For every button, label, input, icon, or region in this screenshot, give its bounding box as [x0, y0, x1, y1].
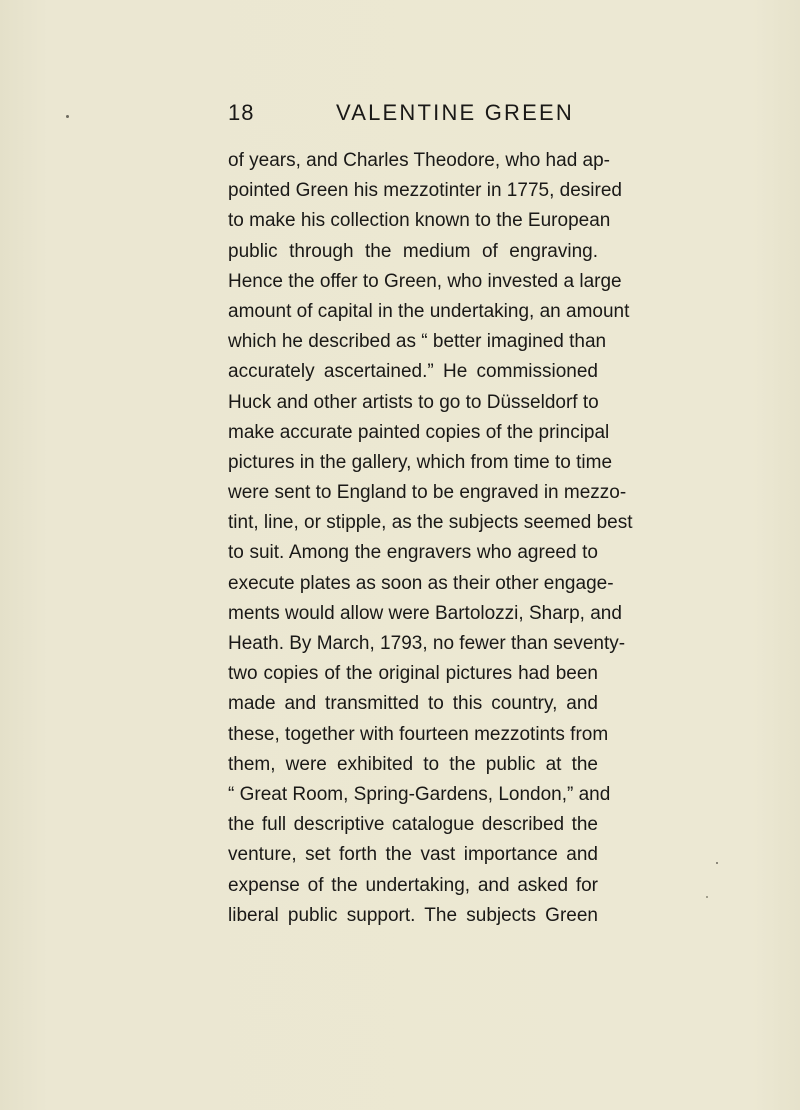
text-line: amount of capital in the undertaking, an amount — [228, 300, 630, 322]
page-header — [228, 100, 598, 134]
text-line: liberal public support. The subjects Green — [228, 904, 598, 926]
text-line: accurately ascertained.” He commissioned — [228, 361, 598, 383]
running-title: VALENTINE GREEN — [336, 100, 574, 125]
text-line: which he described as “ better imagined than — [228, 331, 607, 353]
text-line: “ Great Room, Spring-Gardens, London,” and — [228, 783, 611, 805]
text-line: two copies of the original pictures had been — [228, 663, 598, 685]
text-line: Hence the offer to Green, who invested a large — [228, 270, 622, 292]
paper-speck — [716, 862, 718, 864]
text-line: pointed Green his mezzotinter in 1775, desired — [228, 180, 622, 202]
text-line: the full descriptive catalogue described the — [228, 814, 598, 836]
page-number: 18 — [228, 100, 255, 125]
text-line: of years, and Charles Theodore, who had ap- — [228, 150, 610, 171]
text-line: these, together with fourteen mezzotints from — [228, 723, 609, 745]
text-line: tint, line, or stipple, as the subjects seemed best — [228, 512, 633, 534]
text-line: made and transmitted to this country, and — [228, 693, 598, 715]
text-line: ments would allow were Bartolozzi, Sharp, and — [228, 602, 622, 624]
paper-speck — [706, 896, 708, 898]
text-line: expense of the undertaking, and asked for — [228, 874, 598, 896]
text-line: to suit. Among the engravers who agreed to — [228, 542, 598, 564]
paper-speck — [66, 115, 69, 118]
text-line: were sent to England to be engraved in mezzo- — [228, 482, 627, 504]
text-line: pictures in the gallery, which from time to time — [228, 451, 613, 473]
text-line: Heath. By March, 1793, no fewer than seventy- — [228, 633, 626, 654]
text-line: make accurate painted copies of the principal — [228, 421, 610, 443]
text-line: venture, set forth the vast importance and — [228, 844, 598, 866]
text-line: public through the medium of engraving. — [228, 240, 598, 262]
text-line: Huck and other artists to go to Düsseldorf to — [228, 391, 599, 413]
text-line: execute plates as soon as their other engage- — [228, 572, 614, 594]
body-paragraph — [228, 146, 633, 931]
text-line: to make his collection known to the European — [228, 210, 611, 232]
text-line: them, were exhibited to the public at the — [228, 753, 598, 775]
